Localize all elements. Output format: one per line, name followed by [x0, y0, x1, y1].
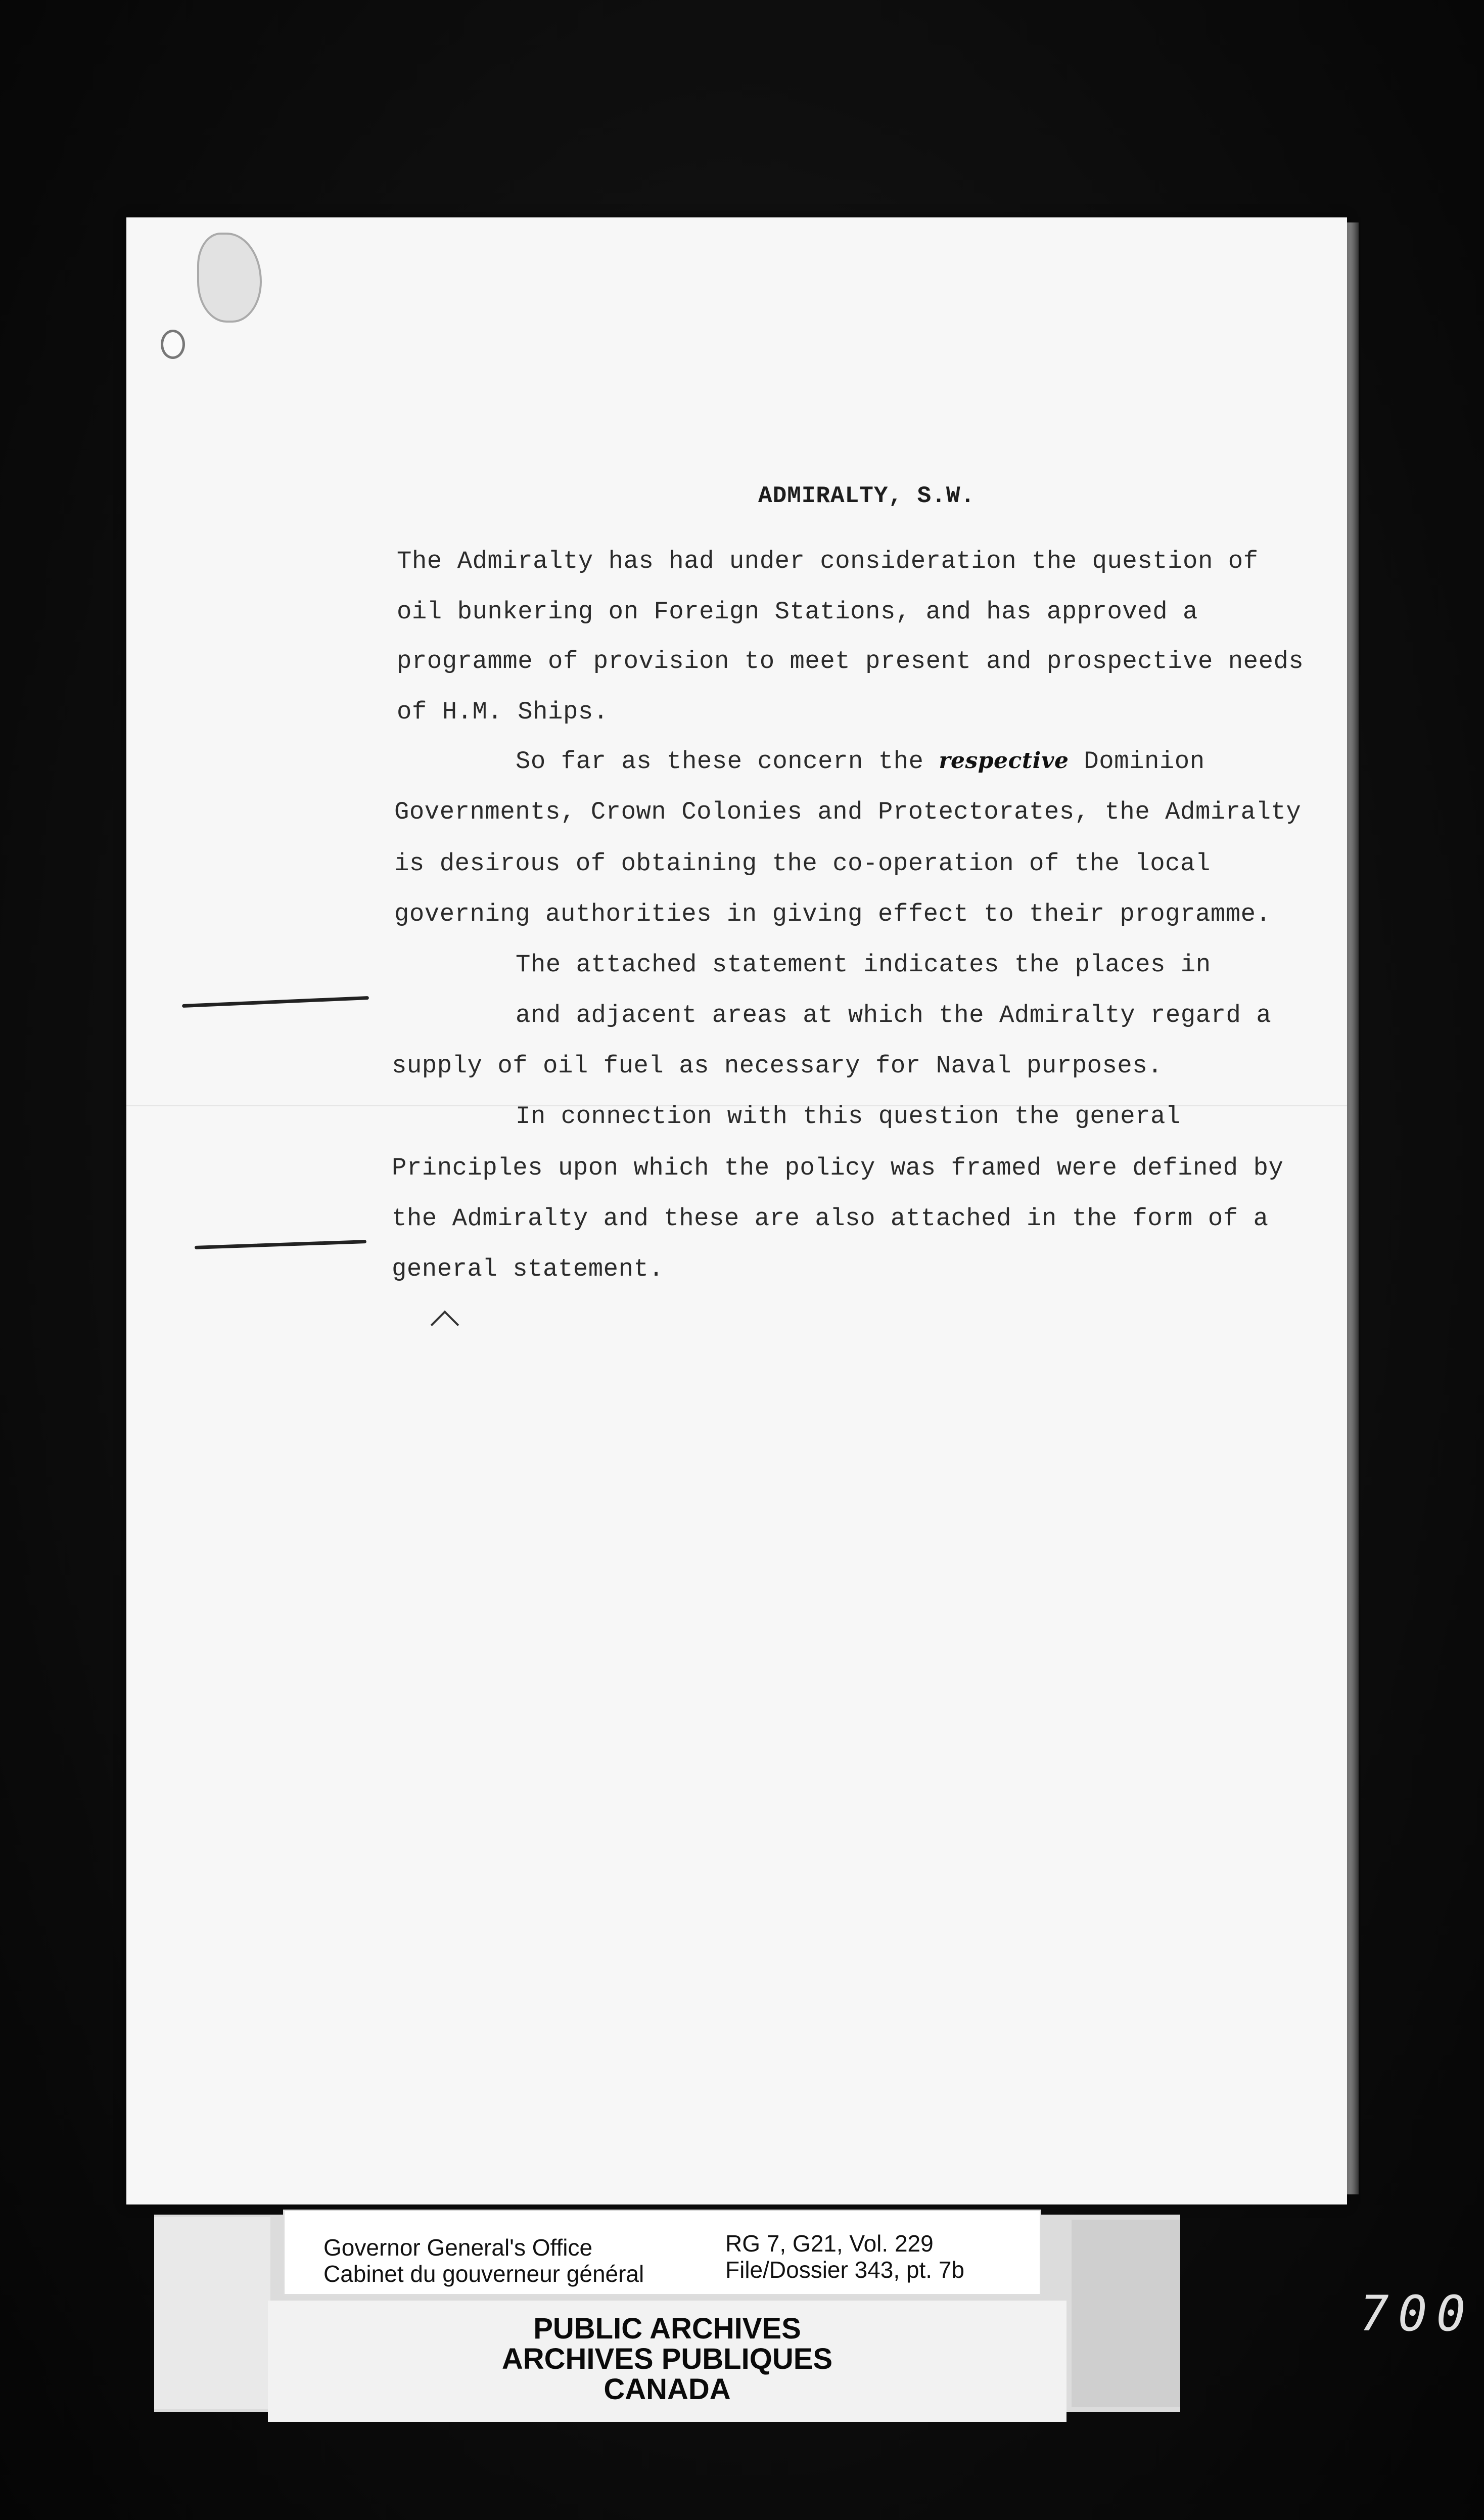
text-line-5-start: So far as these concern the	[516, 747, 924, 776]
text-line-12: In connection with this question the general	[516, 1102, 1181, 1131]
document-heading: ADMIRALTY, S.W.	[758, 483, 976, 509]
text-line-15: general statement.	[392, 1255, 664, 1283]
archives-english: PUBLIC ARCHIVES	[533, 2312, 801, 2345]
handwritten-insert: respective	[939, 748, 1069, 774]
text-line-14: the Admiralty and these are also attached in the form of a	[392, 1204, 1269, 1233]
archives-french: ARCHIVES PUBLIQUES	[501, 2343, 833, 2375]
punch-hole-icon	[161, 330, 185, 359]
file-reference: File/Dossier 343, pt. 7b	[725, 2257, 965, 2283]
office-english: Governor General's Office	[323, 2234, 593, 2261]
label-right-block	[1072, 2220, 1180, 2407]
text-line-5	[516, 747, 1205, 776]
text-line-8: governing authorities in giving effect to their programme.	[394, 900, 1271, 928]
text-line-10: and adjacent areas at which the Admiralty regard a	[516, 1001, 1272, 1029]
text-line-7: is desirous of obtaining the co-operation of the local	[394, 849, 1211, 878]
text-line-6: Governments, Crown Colonies and Protectorates, the Admiralty	[394, 798, 1302, 826]
text-line-9: The attached statement indicates the places in	[516, 951, 1211, 979]
text-line-2: oil bunkering on Foreign Stations, and has approved a	[397, 598, 1198, 626]
text-line-4: of H.M. Ships.	[397, 698, 609, 726]
text-line-5-end: Dominion	[1084, 747, 1205, 776]
record-group-reference: RG 7, G21, Vol. 229	[725, 2230, 934, 2257]
text-line-1: The Admiralty has had under consideration the question of	[397, 547, 1259, 575]
archives-country: CANADA	[604, 2373, 731, 2406]
text-line-13: Principles upon which the policy was framed were defined by	[392, 1154, 1284, 1182]
microfilm-frame-number: 700	[1360, 2285, 1475, 2342]
text-line-11: supply of oil fuel as necessary for Naval purposes.	[392, 1052, 1163, 1080]
office-french: Cabinet du gouverneur général	[323, 2261, 644, 2287]
text-line-3: programme of provision to meet present and prospective needs	[397, 647, 1304, 676]
label-left-block	[154, 2217, 270, 2409]
